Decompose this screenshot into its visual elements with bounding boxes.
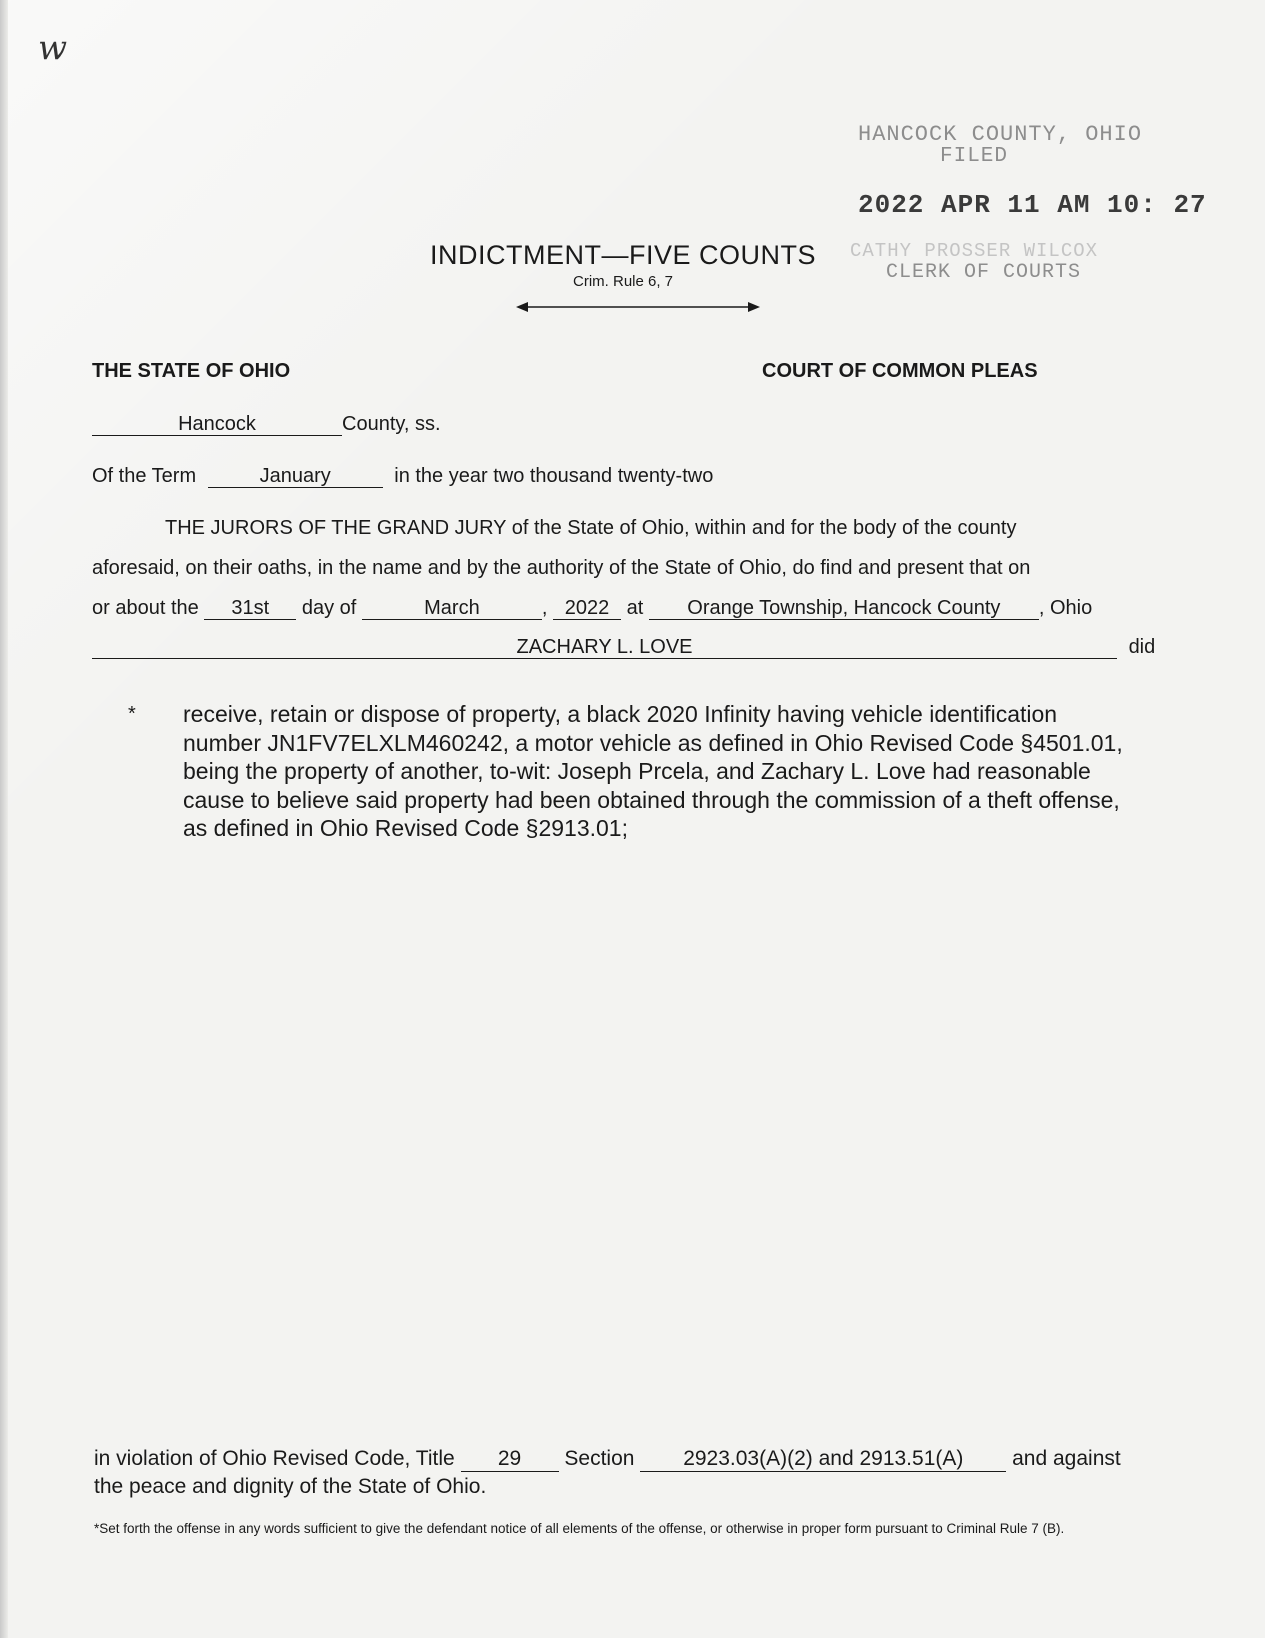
document-subtitle: Crim. Rule 6, 7 (573, 273, 674, 290)
date-day: 31st (204, 597, 296, 620)
court-heading: COURT OF COMMON PLEAS (762, 360, 1038, 382)
document-title: INDICTMENT—FIVE COUNTS (430, 240, 816, 270)
term-value: January (208, 465, 383, 488)
date-prefix: or about the (92, 597, 199, 619)
stamp-clerk-name: CATHY PROSSER WILCOX (850, 240, 1099, 262)
double-arrow-icon (516, 300, 760, 314)
intro-line-2: aforesaid, on their oaths, in the name and by the authority of the State of Ohio, do find and present that on (92, 557, 1031, 579)
county-line (92, 413, 441, 436)
violation-block (94, 1445, 1174, 1501)
intro-line-3 (92, 597, 1092, 620)
violation-section: 2923.03(A)(2) and 2913.51(A) (640, 1447, 1006, 1472)
location-value: Orange Township, Hancock County (649, 597, 1039, 620)
violation-prefix: in violation of Ohio Revised Code, Title (94, 1447, 455, 1470)
stamp-filed: FILED (940, 145, 1009, 168)
stamp-datetime: 2022 APR 11 AM 10: 27 (858, 190, 1207, 220)
violation-title: 29 (461, 1447, 559, 1472)
location-at: at (626, 597, 644, 619)
defendant-name: ZACHARY L. LOVE (92, 636, 1117, 659)
violation-suffix: and against (1012, 1447, 1121, 1470)
violation-line-2: the peace and dignity of the State of Ohio. (94, 1475, 487, 1498)
defendant-did: did (1128, 636, 1156, 658)
stamp-county: HANCOCK COUNTY, OHIO (858, 122, 1143, 147)
term-suffix: in the year two thousand twenty-two (394, 465, 714, 487)
date-month: March (362, 597, 542, 620)
county-value: Hancock (92, 413, 342, 436)
violation-section-label: Section (564, 1447, 635, 1470)
scan-edge (0, 0, 8, 1638)
stamp-clerk-title: CLERK OF COURTS (886, 261, 1082, 284)
date-day-of: day of (301, 597, 357, 619)
defendant-line (92, 636, 1155, 659)
state-heading: THE STATE OF OHIO (92, 360, 291, 382)
offense-marker: * (128, 703, 136, 725)
footnote: *Set forth the offense in any words sufficient to give the defendant notice of all elements of the offense, or otherwise in proper form pursuant to Criminal Rule 7 (B). (94, 1521, 1065, 1536)
term-line (92, 465, 713, 488)
location-state: , Ohio (1038, 597, 1093, 619)
date-year: 2022 (553, 597, 621, 620)
intro-line-1: THE JURORS OF THE GRAND JURY of the State of Ohio, within and for the body of the county (165, 517, 1017, 539)
handwritten-initial: w (38, 28, 68, 68)
term-prefix: Of the Term (92, 465, 197, 487)
date-comma: , (541, 597, 548, 619)
county-suffix: County, ss. (342, 413, 441, 435)
offense-description: receive, retain or dispose of property, a black 2020 Infinity having vehicle identification number JN1FV7ELXLM460242, a motor vehicle as defined in Ohio Revised Code §4501.01, being the property of another, to-wit: Joseph Prcela, and Zachary L. Love had reasonable cause to believe said property had been obtained through the commission of a theft offense, as defined in Ohio Revised Code §2913.01; (183, 701, 1123, 841)
